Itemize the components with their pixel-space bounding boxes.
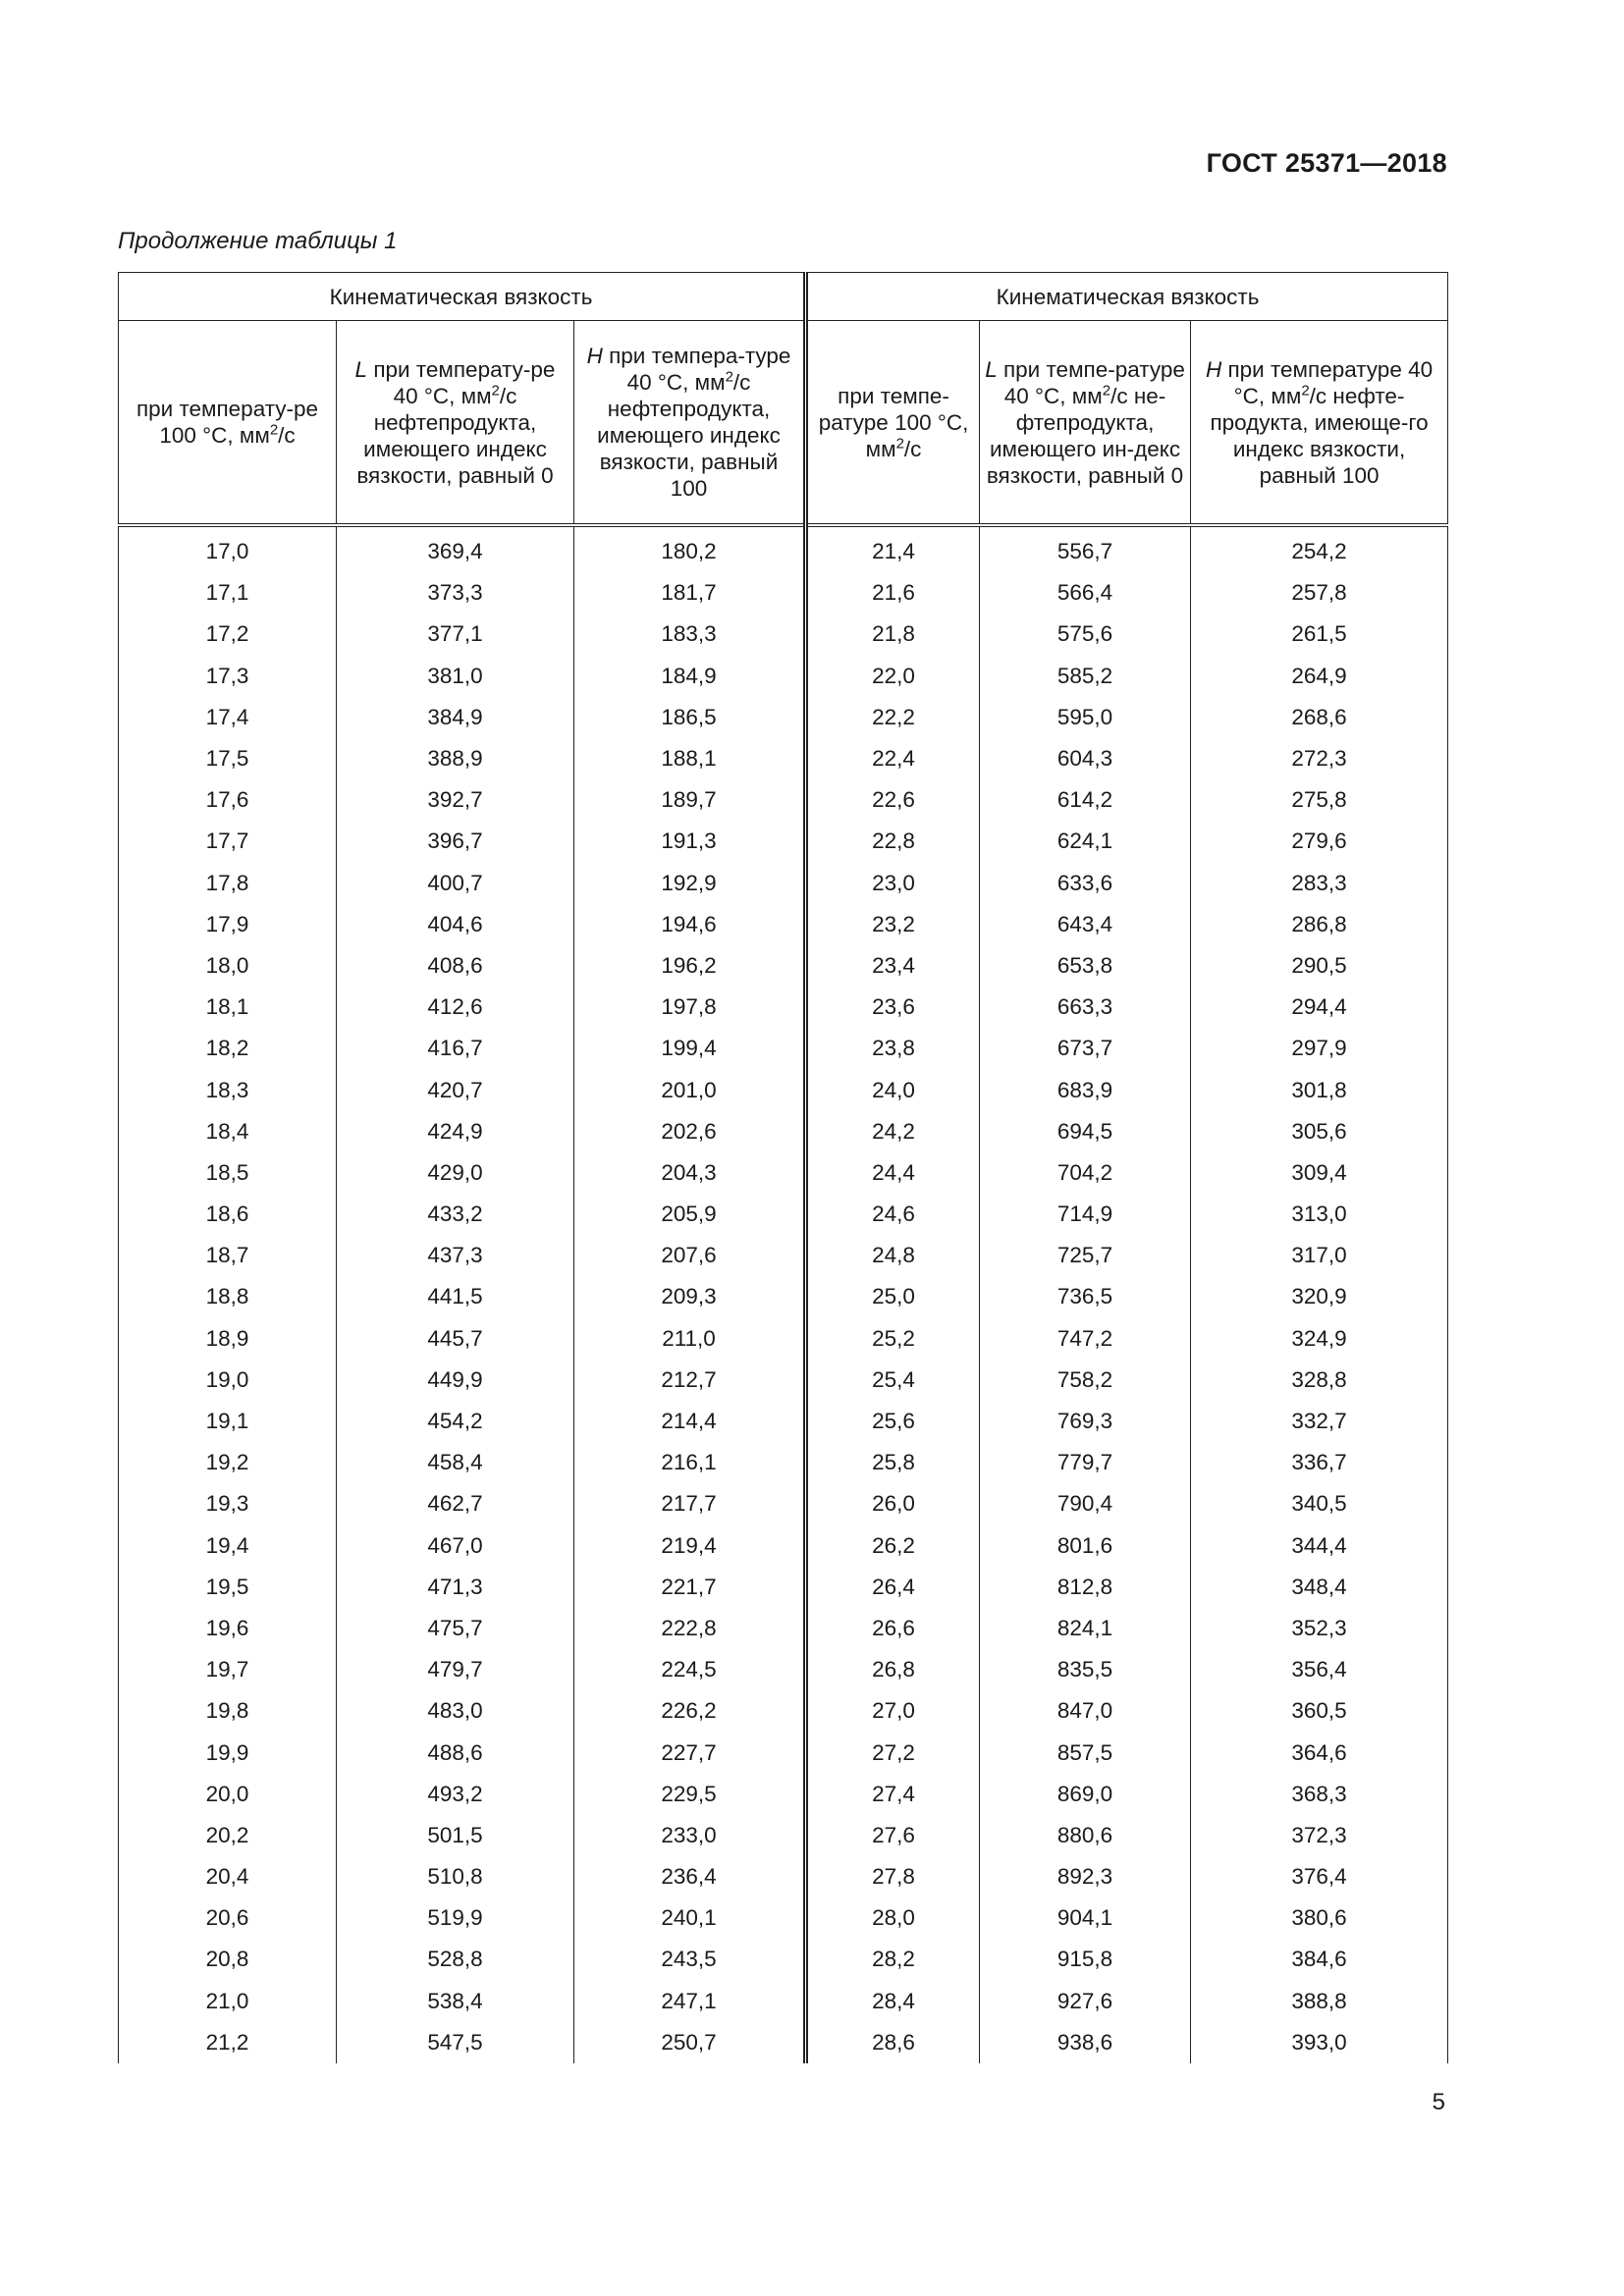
cell-l-40-right: 736,5 <box>980 1276 1191 1317</box>
cell-l-40: 429,0 <box>337 1152 574 1194</box>
viscosity-table-wrapper <box>118 272 1447 2063</box>
cell-h-40: 236,4 <box>574 1856 806 1897</box>
cell-h-40-right: 380,6 <box>1191 1897 1448 1939</box>
cell-viscosity-100-right: 26,8 <box>806 1649 980 1690</box>
cell-h-40-right: 393,0 <box>1191 2022 1448 2063</box>
cell-l-40-right: 614,2 <box>980 779 1191 821</box>
cell-h-40-right: 283,3 <box>1191 863 1448 904</box>
cell-l-40-right: 779,7 <box>980 1442 1191 1483</box>
cell-l-40: 467,0 <box>337 1525 574 1567</box>
cell-h-40-right: 368,3 <box>1191 1774 1448 1815</box>
cell-viscosity-100: 18,9 <box>119 1318 337 1360</box>
table-row <box>119 1608 1448 1649</box>
cell-l-40-right: 683,9 <box>980 1069 1191 1110</box>
cell-viscosity-100: 21,0 <box>119 1981 337 2022</box>
cell-h-40-right: 297,9 <box>1191 1028 1448 1069</box>
cell-h-40-right: 324,9 <box>1191 1318 1448 1360</box>
table-body <box>119 525 1448 2063</box>
cell-viscosity-100: 18,4 <box>119 1111 337 1152</box>
cell-l-40: 488,6 <box>337 1732 574 1773</box>
cell-l-40-right: 643,4 <box>980 904 1191 945</box>
cell-viscosity-100: 19,9 <box>119 1732 337 1773</box>
cell-l-40-right: 575,6 <box>980 614 1191 655</box>
cell-l-40: 396,7 <box>337 821 574 862</box>
cell-l-40-right: 633,6 <box>980 863 1191 904</box>
cell-l-40-right: 892,3 <box>980 1856 1191 1897</box>
cell-h-40-right: 305,6 <box>1191 1111 1448 1152</box>
cell-l-40: 493,2 <box>337 1774 574 1815</box>
cell-l-40-right: 835,5 <box>980 1649 1191 1690</box>
cell-viscosity-100-right: 25,2 <box>806 1318 980 1360</box>
table-row <box>119 1897 1448 1939</box>
cell-h-40-right: 320,9 <box>1191 1276 1448 1317</box>
cell-viscosity-100-right: 23,4 <box>806 945 980 987</box>
col-header-h-40: H при темпера-туре 40 °С, $мм^2/с$ нефтепродукта, имеющего индекс вязкости, равный 100 <box>574 321 806 526</box>
cell-viscosity-100: 20,2 <box>119 1815 337 1856</box>
table-row <box>119 1360 1448 1401</box>
group-header-right: Кинематическая вязкость <box>806 273 1448 321</box>
cell-viscosity-100-right: 26,4 <box>806 1567 980 1608</box>
table-row <box>119 1194 1448 1235</box>
table-row <box>119 1567 1448 1608</box>
cell-h-40: 212,7 <box>574 1360 806 1401</box>
cell-l-40: 424,9 <box>337 1111 574 1152</box>
cell-h-40-right: 290,5 <box>1191 945 1448 987</box>
cell-l-40: 458,4 <box>337 1442 574 1483</box>
cell-viscosity-100: 17,8 <box>119 863 337 904</box>
cell-l-40-right: 585,2 <box>980 656 1191 697</box>
cell-viscosity-100-right: 23,6 <box>806 987 980 1028</box>
table-row <box>119 1774 1448 1815</box>
cell-l-40-right: 927,6 <box>980 1981 1191 2022</box>
cell-l-40: 384,9 <box>337 697 574 738</box>
table-row <box>119 697 1448 738</box>
cell-h-40-right: 313,0 <box>1191 1194 1448 1235</box>
table-caption: Продолжение таблицы 1 <box>118 228 398 254</box>
cell-viscosity-100: 20,6 <box>119 1897 337 1939</box>
cell-h-40: 191,3 <box>574 821 806 862</box>
cell-viscosity-100-right: 22,4 <box>806 738 980 779</box>
cell-l-40: 392,7 <box>337 779 574 821</box>
cell-viscosity-100-right: 25,8 <box>806 1442 980 1483</box>
cell-h-40-right: 388,8 <box>1191 1981 1448 2022</box>
cell-l-40: 408,6 <box>337 945 574 987</box>
cell-l-40-right: 694,5 <box>980 1111 1191 1152</box>
cell-h-40: 217,7 <box>574 1483 806 1524</box>
cell-h-40-right: 372,3 <box>1191 1815 1448 1856</box>
cell-viscosity-100: 18,8 <box>119 1276 337 1317</box>
cell-l-40: 454,2 <box>337 1401 574 1442</box>
col-header-h-40-right: H при температуре 40 °С, $мм^2/с$ нефте-продукта, имеюще-го индекс вязкости, равный 100 <box>1191 321 1448 526</box>
cell-l-40-right: 857,5 <box>980 1732 1191 1773</box>
document-code: ГОСТ 25371—2018 <box>1206 148 1447 178</box>
cell-viscosity-100: 18,7 <box>119 1235 337 1276</box>
cell-h-40: 202,6 <box>574 1111 806 1152</box>
cell-viscosity-100: 19,7 <box>119 1649 337 1690</box>
cell-h-40-right: 275,8 <box>1191 779 1448 821</box>
cell-viscosity-100-right: 28,2 <box>806 1939 980 1980</box>
cell-l-40-right: 714,9 <box>980 1194 1191 1235</box>
cell-l-40-right: 847,0 <box>980 1690 1191 1732</box>
table-row <box>119 1732 1448 1773</box>
cell-h-40: 247,1 <box>574 1981 806 2022</box>
cell-l-40-right: 556,7 <box>980 525 1191 572</box>
cell-viscosity-100: 20,8 <box>119 1939 337 1980</box>
cell-l-40: 519,9 <box>337 1897 574 1939</box>
cell-l-40: 471,3 <box>337 1567 574 1608</box>
cell-viscosity-100: 17,7 <box>119 821 337 862</box>
table-row <box>119 525 1448 572</box>
cell-l-40: 501,5 <box>337 1815 574 1856</box>
cell-h-40-right: 340,5 <box>1191 1483 1448 1524</box>
cell-viscosity-100-right: 26,6 <box>806 1608 980 1649</box>
cell-h-40: 192,9 <box>574 863 806 904</box>
cell-l-40-right: 704,2 <box>980 1152 1191 1194</box>
table-row <box>119 1856 1448 1897</box>
cell-viscosity-100: 18,1 <box>119 987 337 1028</box>
cell-h-40: 186,5 <box>574 697 806 738</box>
cell-viscosity-100-right: 21,8 <box>806 614 980 655</box>
cell-h-40-right: 309,4 <box>1191 1152 1448 1194</box>
cell-viscosity-100: 17,2 <box>119 614 337 655</box>
cell-viscosity-100: 18,3 <box>119 1069 337 1110</box>
cell-viscosity-100: 17,3 <box>119 656 337 697</box>
cell-viscosity-100: 19,0 <box>119 1360 337 1401</box>
cell-l-40-right: 880,6 <box>980 1815 1191 1856</box>
cell-viscosity-100: 17,0 <box>119 525 337 572</box>
cell-h-40: 226,2 <box>574 1690 806 1732</box>
cell-l-40: 528,8 <box>337 1939 574 1980</box>
cell-h-40: 219,4 <box>574 1525 806 1567</box>
cell-viscosity-100-right: 26,0 <box>806 1483 980 1524</box>
cell-h-40: 211,0 <box>574 1318 806 1360</box>
cell-l-40-right: 725,7 <box>980 1235 1191 1276</box>
cell-h-40: 183,3 <box>574 614 806 655</box>
table-row <box>119 1815 1448 1856</box>
cell-h-40: 250,7 <box>574 2022 806 2063</box>
cell-l-40-right: 663,3 <box>980 987 1191 1028</box>
cell-h-40: 209,3 <box>574 1276 806 1317</box>
cell-l-40: 373,3 <box>337 572 574 614</box>
table-row <box>119 1111 1448 1152</box>
cell-h-40: 196,2 <box>574 945 806 987</box>
cell-viscosity-100-right: 27,4 <box>806 1774 980 1815</box>
cell-viscosity-100: 19,2 <box>119 1442 337 1483</box>
cell-viscosity-100-right: 21,6 <box>806 572 980 614</box>
cell-viscosity-100: 18,2 <box>119 1028 337 1069</box>
cell-l-40-right: 938,6 <box>980 2022 1191 2063</box>
cell-h-40-right: 264,9 <box>1191 656 1448 697</box>
cell-h-40: 189,7 <box>574 779 806 821</box>
cell-viscosity-100: 19,4 <box>119 1525 337 1567</box>
cell-viscosity-100-right: 22,2 <box>806 697 980 738</box>
table-row <box>119 656 1448 697</box>
cell-l-40: 538,4 <box>337 1981 574 2022</box>
cell-h-40: 204,3 <box>574 1152 806 1194</box>
cell-viscosity-100-right: 23,2 <box>806 904 980 945</box>
cell-viscosity-100: 19,3 <box>119 1483 337 1524</box>
cell-h-40-right: 352,3 <box>1191 1608 1448 1649</box>
group-header-left: Кинематическая вязкость <box>119 273 806 321</box>
cell-h-40-right: 301,8 <box>1191 1069 1448 1110</box>
cell-viscosity-100-right: 22,6 <box>806 779 980 821</box>
table-row <box>119 987 1448 1028</box>
table-row <box>119 1152 1448 1194</box>
cell-viscosity-100-right: 25,0 <box>806 1276 980 1317</box>
cell-viscosity-100-right: 23,8 <box>806 1028 980 1069</box>
cell-h-40-right: 317,0 <box>1191 1235 1448 1276</box>
table-row <box>119 1690 1448 1732</box>
cell-l-40: 420,7 <box>337 1069 574 1110</box>
cell-l-40: 462,7 <box>337 1483 574 1524</box>
cell-h-40: 224,5 <box>574 1649 806 1690</box>
cell-h-40: 199,4 <box>574 1028 806 1069</box>
cell-viscosity-100: 18,5 <box>119 1152 337 1194</box>
table-row <box>119 2022 1448 2063</box>
cell-h-40-right: 268,6 <box>1191 697 1448 738</box>
cell-h-40: 227,7 <box>574 1732 806 1773</box>
table-row <box>119 1483 1448 1524</box>
cell-viscosity-100-right: 28,6 <box>806 2022 980 2063</box>
cell-viscosity-100: 20,4 <box>119 1856 337 1897</box>
cell-l-40: 547,5 <box>337 2022 574 2063</box>
table-row <box>119 1981 1448 2022</box>
cell-h-40-right: 336,7 <box>1191 1442 1448 1483</box>
cell-viscosity-100-right: 24,2 <box>806 1111 980 1152</box>
cell-h-40-right: 348,4 <box>1191 1567 1448 1608</box>
cell-viscosity-100-right: 21,4 <box>806 525 980 572</box>
viscosity-table <box>118 272 1448 2063</box>
table-row <box>119 1235 1448 1276</box>
cell-h-40: 229,5 <box>574 1774 806 1815</box>
cell-h-40: 216,1 <box>574 1442 806 1483</box>
cell-l-40: 483,0 <box>337 1690 574 1732</box>
cell-h-40: 194,6 <box>574 904 806 945</box>
table-row <box>119 1939 1448 1980</box>
cell-viscosity-100-right: 27,8 <box>806 1856 980 1897</box>
cell-l-40: 437,3 <box>337 1235 574 1276</box>
cell-viscosity-100-right: 25,4 <box>806 1360 980 1401</box>
table-row <box>119 1318 1448 1360</box>
table-row <box>119 1401 1448 1442</box>
cell-l-40-right: 624,1 <box>980 821 1191 862</box>
cell-h-40-right: 257,8 <box>1191 572 1448 614</box>
cell-viscosity-100: 17,5 <box>119 738 337 779</box>
cell-viscosity-100-right: 24,6 <box>806 1194 980 1235</box>
cell-h-40: 184,9 <box>574 656 806 697</box>
table-row <box>119 614 1448 655</box>
cell-viscosity-100: 18,0 <box>119 945 337 987</box>
cell-viscosity-100: 19,8 <box>119 1690 337 1732</box>
cell-l-40-right: 758,2 <box>980 1360 1191 1401</box>
cell-viscosity-100: 19,6 <box>119 1608 337 1649</box>
cell-h-40: 243,5 <box>574 1939 806 1980</box>
cell-h-40-right: 272,3 <box>1191 738 1448 779</box>
cell-viscosity-100-right: 28,0 <box>806 1897 980 1939</box>
cell-l-40-right: 566,4 <box>980 572 1191 614</box>
cell-h-40-right: 286,8 <box>1191 904 1448 945</box>
cell-h-40-right: 254,2 <box>1191 525 1448 572</box>
table-row <box>119 572 1448 614</box>
cell-viscosity-100: 20,0 <box>119 1774 337 1815</box>
cell-l-40-right: 653,8 <box>980 945 1191 987</box>
table-row <box>119 863 1448 904</box>
cell-viscosity-100: 21,2 <box>119 2022 337 2063</box>
cell-viscosity-100-right: 26,2 <box>806 1525 980 1567</box>
cell-l-40-right: 595,0 <box>980 697 1191 738</box>
cell-l-40: 445,7 <box>337 1318 574 1360</box>
cell-l-40-right: 790,4 <box>980 1483 1191 1524</box>
cell-l-40: 412,6 <box>337 987 574 1028</box>
cell-viscosity-100: 17,4 <box>119 697 337 738</box>
cell-l-40-right: 812,8 <box>980 1567 1191 1608</box>
table-row <box>119 945 1448 987</box>
cell-viscosity-100-right: 28,4 <box>806 1981 980 2022</box>
table-row <box>119 1649 1448 1690</box>
table-row <box>119 1442 1448 1483</box>
cell-h-40-right: 332,7 <box>1191 1401 1448 1442</box>
cell-h-40: 221,7 <box>574 1567 806 1608</box>
cell-h-40-right: 376,4 <box>1191 1856 1448 1897</box>
table-row <box>119 738 1448 779</box>
cell-viscosity-100-right: 22,0 <box>806 656 980 697</box>
cell-h-40-right: 384,6 <box>1191 1939 1448 1980</box>
cell-l-40: 475,7 <box>337 1608 574 1649</box>
cell-h-40: 233,0 <box>574 1815 806 1856</box>
page-number: 5 <box>1432 2089 1445 2115</box>
cell-l-40: 400,7 <box>337 863 574 904</box>
cell-h-40-right: 344,4 <box>1191 1525 1448 1567</box>
cell-viscosity-100: 18,6 <box>119 1194 337 1235</box>
cell-viscosity-100: 17,9 <box>119 904 337 945</box>
cell-l-40-right: 769,3 <box>980 1401 1191 1442</box>
cell-h-40-right: 294,4 <box>1191 987 1448 1028</box>
cell-viscosity-100: 19,1 <box>119 1401 337 1442</box>
col-header-viscosity-100: при температу-ре 100 °С, $мм^2/с$ <box>119 321 337 526</box>
cell-viscosity-100-right: 23,0 <box>806 863 980 904</box>
cell-h-40-right: 356,4 <box>1191 1649 1448 1690</box>
cell-h-40-right: 261,5 <box>1191 614 1448 655</box>
col-header-l-40-right: L при темпе-ратуре 40 °С, $мм^2/с$ не-фтепродукта, имеющего ин-декс вязкости, равный 0 <box>980 321 1191 526</box>
cell-l-40: 433,2 <box>337 1194 574 1235</box>
cell-l-40: 416,7 <box>337 1028 574 1069</box>
cell-l-40: 441,5 <box>337 1276 574 1317</box>
cell-l-40-right: 801,6 <box>980 1525 1191 1567</box>
cell-h-40-right: 279,6 <box>1191 821 1448 862</box>
cell-l-40-right: 747,2 <box>980 1318 1191 1360</box>
cell-l-40-right: 604,3 <box>980 738 1191 779</box>
table-row <box>119 821 1448 862</box>
cell-viscosity-100-right: 27,6 <box>806 1815 980 1856</box>
cell-viscosity-100: 17,1 <box>119 572 337 614</box>
cell-l-40: 377,1 <box>337 614 574 655</box>
table-row <box>119 904 1448 945</box>
cell-l-40-right: 869,0 <box>980 1774 1191 1815</box>
cell-viscosity-100-right: 24,4 <box>806 1152 980 1194</box>
table-row <box>119 1276 1448 1317</box>
cell-l-40: 381,0 <box>337 656 574 697</box>
cell-h-40: 214,4 <box>574 1401 806 1442</box>
cell-l-40-right: 673,7 <box>980 1028 1191 1069</box>
cell-l-40: 404,6 <box>337 904 574 945</box>
cell-h-40: 240,1 <box>574 1897 806 1939</box>
cell-viscosity-100-right: 24,0 <box>806 1069 980 1110</box>
cell-viscosity-100: 19,5 <box>119 1567 337 1608</box>
cell-viscosity-100-right: 27,0 <box>806 1690 980 1732</box>
cell-l-40-right: 824,1 <box>980 1608 1191 1649</box>
cell-viscosity-100-right: 27,2 <box>806 1732 980 1773</box>
cell-l-40-right: 915,8 <box>980 1939 1191 1980</box>
cell-viscosity-100: 17,6 <box>119 779 337 821</box>
cell-l-40: 388,9 <box>337 738 574 779</box>
cell-h-40: 188,1 <box>574 738 806 779</box>
cell-h-40-right: 360,5 <box>1191 1690 1448 1732</box>
cell-h-40: 205,9 <box>574 1194 806 1235</box>
cell-h-40: 180,2 <box>574 525 806 572</box>
cell-l-40: 369,4 <box>337 525 574 572</box>
col-header-viscosity-100-right: при темпе-ратуре 100 °С, $мм^2/с$ <box>806 321 980 526</box>
cell-h-40: 222,8 <box>574 1608 806 1649</box>
table-row <box>119 1525 1448 1567</box>
cell-h-40-right: 364,6 <box>1191 1732 1448 1773</box>
cell-h-40: 201,0 <box>574 1069 806 1110</box>
cell-viscosity-100-right: 25,6 <box>806 1401 980 1442</box>
cell-h-40: 181,7 <box>574 572 806 614</box>
table-row <box>119 1028 1448 1069</box>
cell-l-40: 510,8 <box>337 1856 574 1897</box>
cell-h-40: 207,6 <box>574 1235 806 1276</box>
cell-h-40-right: 328,8 <box>1191 1360 1448 1401</box>
cell-h-40: 197,8 <box>574 987 806 1028</box>
table-row <box>119 779 1448 821</box>
table-row <box>119 1069 1448 1110</box>
cell-l-40-right: 904,1 <box>980 1897 1191 1939</box>
cell-l-40: 449,9 <box>337 1360 574 1401</box>
cell-viscosity-100-right: 22,8 <box>806 821 980 862</box>
cell-viscosity-100-right: 24,8 <box>806 1235 980 1276</box>
cell-l-40: 479,7 <box>337 1649 574 1690</box>
col-header-l-40: L при температу-ре 40 °С, $мм^2/с$ нефтепродукта, имеющего индекс вязкости, равный 0 <box>337 321 574 526</box>
